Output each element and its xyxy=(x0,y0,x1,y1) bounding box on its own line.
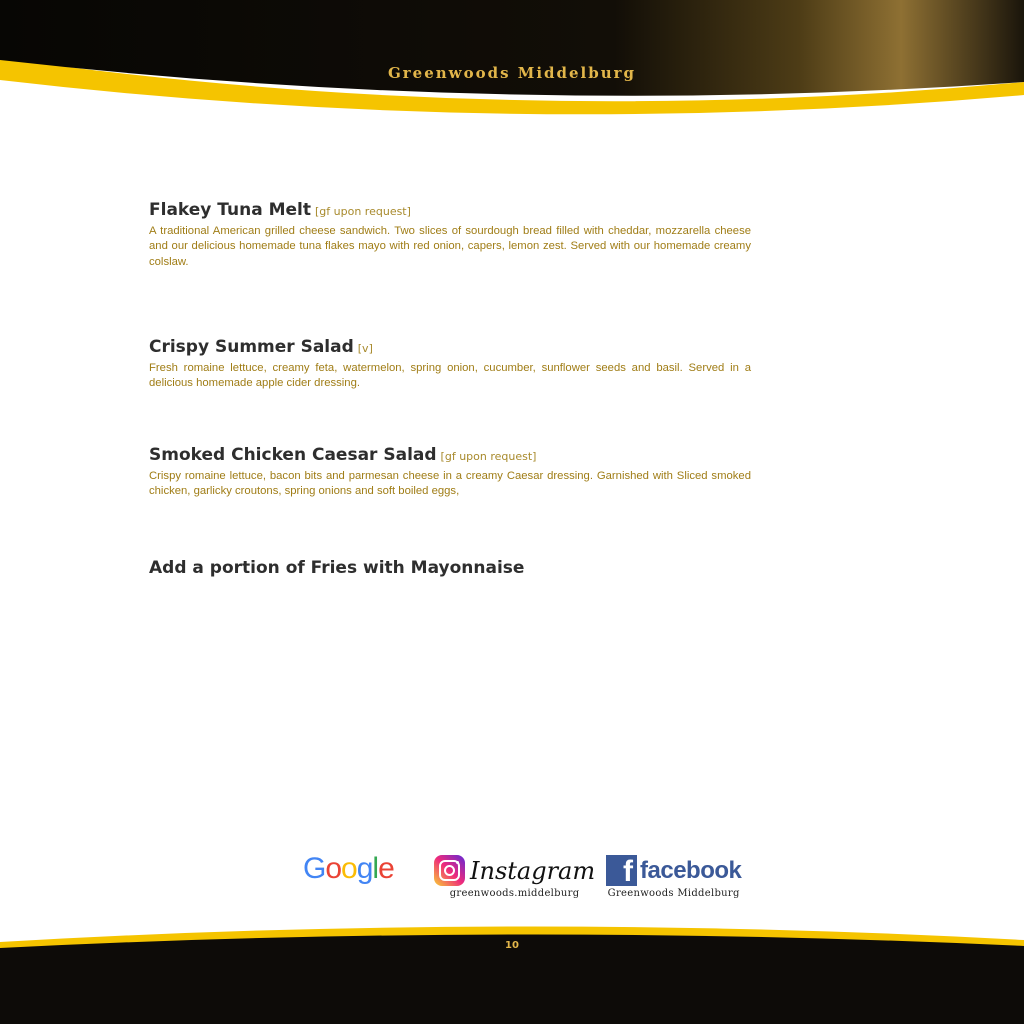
menu-item-description: Fresh romaine lettuce, creamy feta, watermelon, spring onion, cucumber, sunflower seeds and basil. Served in a delicious homemade apple cider dressing. xyxy=(149,362,751,390)
menu-item-name: Crispy Summer Salad xyxy=(149,337,354,357)
footer-band xyxy=(0,920,1024,1024)
page-number: 10 xyxy=(505,940,519,951)
instagram-icon xyxy=(434,855,465,886)
dietary-tag: [v] xyxy=(357,342,373,355)
menu-item-name: Smoked Chicken Caesar Salad xyxy=(149,445,437,465)
menu-item-summer-salad xyxy=(149,336,751,392)
facebook-icon: f xyxy=(606,855,637,886)
menu-item-description: Crispy romaine lettuce, bacon bits and parmesan cheese in a creamy Caesar dressing. Garnished with Sliced smoked chicken, garlicky croutons, spring onions and soft boiled eggs, xyxy=(149,470,751,498)
addon-text: Add a portion of Fries with Mayonnaise xyxy=(149,558,525,578)
addon-fries xyxy=(149,557,751,579)
menu-item-description: A traditional American grilled cheese sandwich. Two slices of sourdough bread filled with cheddar, mozzarella cheese and our delicious homemade tuna flakes mayo with red onion, capers, lemon zest. Served with our homemade creamy colslaw. xyxy=(149,225,751,268)
dietary-tag: [gf upon request] xyxy=(440,450,537,463)
instagram-link[interactable] xyxy=(434,855,595,899)
facebook-handle: Greenwoods Middelburg xyxy=(607,888,740,899)
google-logo-icon: Google xyxy=(303,852,394,885)
google-link[interactable] xyxy=(303,852,394,886)
menu-item-caesar-salad xyxy=(149,444,751,500)
instagram-label: Instagram xyxy=(470,856,596,885)
header-band xyxy=(0,0,1024,115)
restaurant-name: Greenwoods Middelburg xyxy=(387,64,637,82)
instagram-handle: greenwoods.middelburg xyxy=(449,888,580,899)
dietary-tag: [gf upon request] xyxy=(315,205,411,218)
facebook-label: facebook xyxy=(640,856,742,884)
menu-item-name: Flakey Tuna Melt xyxy=(149,200,312,220)
facebook-link[interactable] xyxy=(606,855,741,899)
menu-item-tuna-melt xyxy=(149,199,751,270)
